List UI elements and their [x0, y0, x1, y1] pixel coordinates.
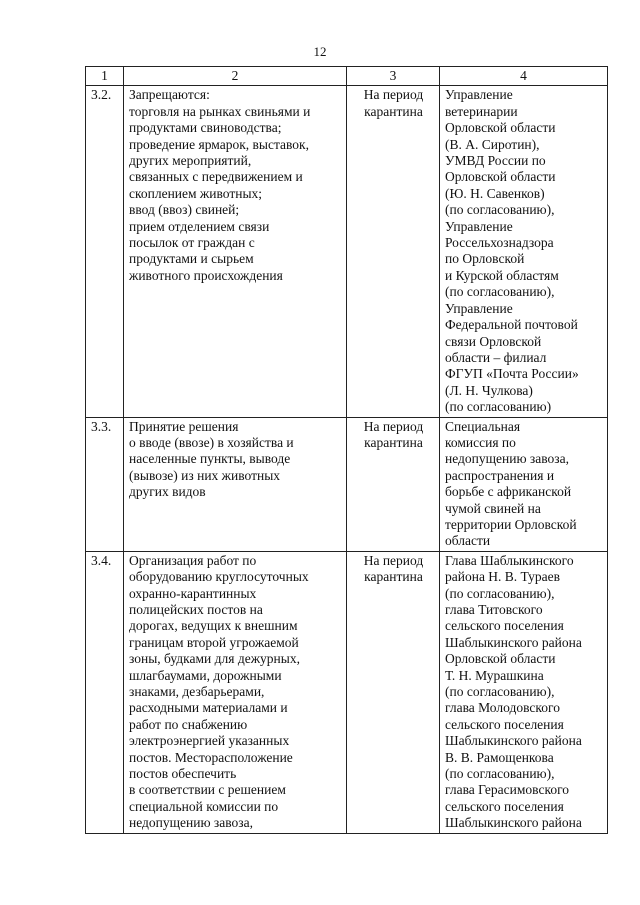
measure-period-line: карантина: [364, 434, 423, 450]
table-body: [86, 86, 608, 833]
measure-period-line: На период: [363, 552, 424, 568]
responsible-party-line: недопущению завоза,: [445, 451, 569, 467]
measure-description: [124, 551, 347, 833]
measure-period: [347, 86, 440, 417]
responsible-party-line: территории Орловской: [445, 516, 577, 532]
responsible-party-line: области: [445, 533, 491, 549]
measure-description-line: населенные пункты, выводе: [129, 451, 291, 467]
responsible-party-line: по Орловской: [445, 251, 525, 267]
measure-description-line: постов обеспечить: [129, 766, 237, 782]
measure-description-line: недопущению завоза,: [129, 815, 253, 831]
responsible-party-line: и Курской областям: [445, 267, 559, 283]
responsible-party-line: ветеринарии: [445, 103, 518, 119]
column-header-4: 4: [440, 67, 608, 86]
measure-description-line: знаками, дезбарьерами,: [129, 684, 265, 700]
responsible-party: [440, 551, 608, 833]
measure-description-line: охранно-карантинных: [129, 585, 257, 601]
column-header-3: 3: [347, 67, 440, 86]
responsible-party-line: глава Молодовского: [445, 700, 560, 716]
measure-description-line: скоплением животных;: [129, 185, 263, 201]
measure-description-line: расходными материалами и: [129, 700, 288, 716]
measure-period: [347, 551, 440, 833]
measure-description-line: в соответствии с решением: [129, 782, 286, 798]
measure-description-line: полицейских постов на: [129, 602, 263, 617]
table-row: [86, 86, 608, 417]
responsible-party-line: (по согласованию),: [445, 202, 555, 218]
measure-description-line: посылок от граждан с: [129, 235, 255, 251]
measure-description-line: специальной комиссии по: [129, 798, 279, 814]
responsible-party-line: (по согласованию),: [445, 284, 555, 300]
measure-description-line: работ по снабжению: [129, 716, 248, 732]
measure-description-line: торговля на рынках свиньями и: [129, 103, 311, 119]
column-header-2: 2: [124, 67, 347, 86]
measure-description-line: (вывозе) из них животных: [129, 467, 281, 483]
responsible-party-line: Управление: [445, 218, 513, 234]
responsible-party-line: района Н. В. Тураев: [445, 569, 560, 585]
measure-description-line: о вводе (ввозе) в хозяйства и: [129, 434, 294, 450]
responsible-party-line: Орловской области: [445, 120, 556, 136]
measure-description-line: постов. Месторасположение: [129, 749, 293, 765]
responsible-party-line: Шаблыкинского района: [445, 733, 582, 749]
item-number: 3.4.: [86, 551, 124, 833]
measures-table: [85, 66, 608, 834]
measure-description-line: проведение ярмарок, выставок,: [129, 136, 309, 152]
responsible-party-line: сельского поселения: [445, 618, 564, 634]
table-header-row: [86, 67, 608, 86]
measure-description-line: шлагбаумами, дорожными: [129, 667, 282, 683]
responsible-party-line: (по согласованию),: [445, 684, 555, 700]
responsible-party-line: области – филиал: [445, 349, 547, 365]
measure-period-line: На период: [363, 87, 424, 103]
responsible-party-line: Глава Шаблыкинского: [445, 552, 574, 568]
responsible-party-line: Орловской области: [445, 651, 556, 667]
responsible-party-line: Т. Н. Мурашкина: [445, 667, 544, 683]
responsible-party-line: (по согласованию): [445, 399, 552, 415]
responsible-party-line: Шаблыкинского района: [445, 634, 582, 650]
responsible-party: [440, 417, 608, 551]
table-row: [86, 551, 608, 833]
responsible-party-line: (по согласованию),: [445, 766, 555, 782]
measure-description-line: Запрещаются:: [129, 87, 210, 103]
responsible-party-line: чумой свиней на: [445, 500, 541, 516]
measure-description-line: оборудованию круглосуточных: [129, 569, 309, 585]
responsible-party-line: Федеральной почтовой: [445, 317, 578, 333]
responsible-party-line: В. В. Рамощенкова: [445, 749, 554, 765]
page-number: 12: [313, 44, 327, 59]
responsible-party-line: глава Титовского: [445, 602, 543, 617]
responsible-party-line: Россельхознадзора: [445, 235, 554, 251]
measure-description: [124, 86, 347, 417]
measure-description-line: Организация работ по: [129, 552, 257, 568]
measure-description-line: животного происхождения: [129, 267, 283, 283]
responsible-party-line: борьбе с африканской: [445, 484, 572, 500]
measure-period-line: карантина: [364, 569, 423, 585]
measure-description-line: электроэнергией указанных: [129, 733, 290, 749]
measure-description-line: других видов: [129, 484, 206, 500]
responsible-party-line: (Ю. Н. Савенков): [445, 185, 545, 201]
responsible-party-line: связи Орловской: [445, 333, 542, 349]
responsible-party-line: (Л. Н. Чулкова): [445, 382, 533, 398]
measure-period-line: На период: [363, 418, 424, 434]
measure-description: [124, 417, 347, 551]
measure-description-line: зоны, будками для дежурных,: [129, 651, 300, 667]
measure-description-line: дорогах, ведущих к внешним: [129, 618, 298, 634]
responsible-party-line: ФГУП «Почта России»: [445, 366, 579, 382]
responsible-party-line: сельского поселения: [445, 798, 564, 814]
measure-description-line: прием отделением связи: [129, 218, 270, 234]
responsible-party-line: Орловской области: [445, 169, 556, 185]
measure-description-line: ввод (ввоз) свиней;: [129, 202, 240, 218]
responsible-party-line: Специальная: [445, 418, 521, 434]
column-header-1: 1: [86, 67, 124, 86]
measure-description-line: продуктами и сырьем: [129, 251, 254, 267]
item-number: 3.2.: [86, 86, 124, 417]
responsible-party-line: распространения и: [445, 467, 555, 483]
measure-period: [347, 417, 440, 551]
responsible-party-line: Шаблыкинского района: [445, 815, 582, 831]
responsible-party-line: Управление: [445, 300, 513, 316]
responsible-party-line: УМВД России по: [445, 153, 546, 169]
responsible-party-line: (по согласованию),: [445, 585, 555, 601]
responsible-party-line: сельского поселения: [445, 716, 564, 732]
measure-description-line: границам второй угрожаемой: [129, 634, 299, 650]
responsible-party-line: (В. А. Сиротин),: [445, 136, 540, 152]
measure-description-line: продуктами свиноводства;: [129, 120, 282, 136]
responsible-party-line: Управление: [445, 87, 513, 103]
table-row: [86, 417, 608, 551]
responsible-party: [440, 86, 608, 417]
item-number: 3.3.: [86, 417, 124, 551]
measure-period-line: карантина: [364, 103, 423, 119]
measure-description-line: связанных с передвижением и: [129, 169, 303, 185]
measure-description-line: Принятие решения: [129, 418, 239, 434]
measure-description-line: других мероприятий,: [129, 153, 252, 169]
responsible-party-line: комиссия по: [445, 434, 516, 450]
responsible-party-line: глава Герасимовского: [445, 782, 570, 798]
